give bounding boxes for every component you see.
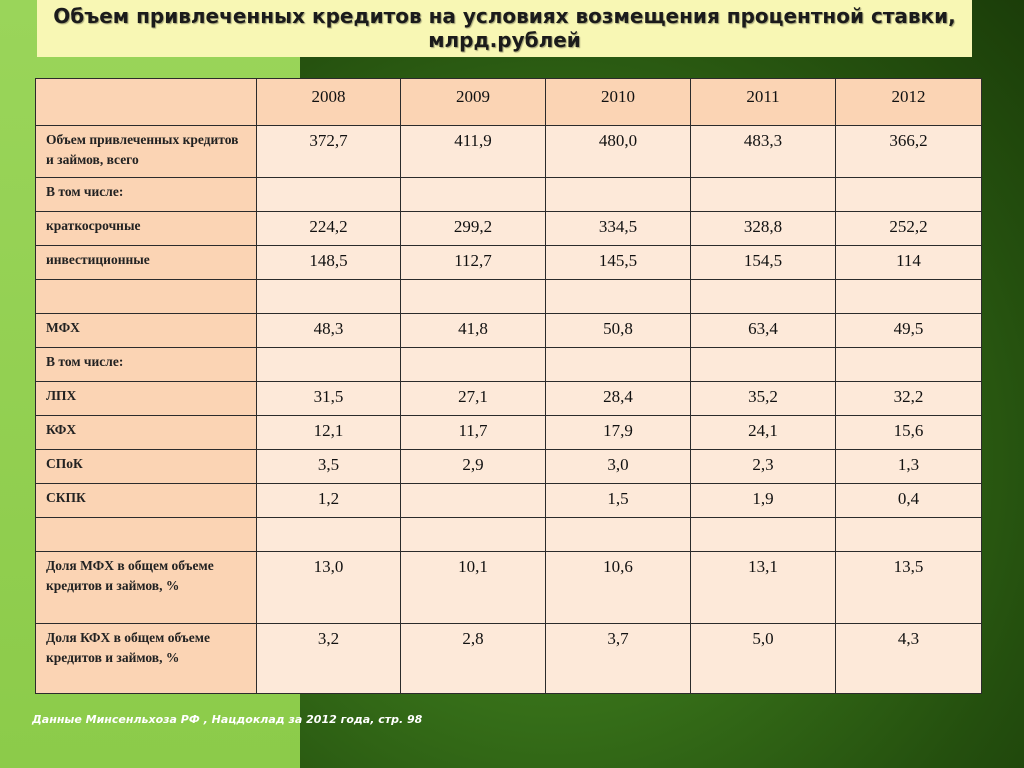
value-cell xyxy=(546,178,691,212)
value-cell: 1,5 xyxy=(546,484,691,518)
value-cell xyxy=(836,518,982,552)
value-cell: 13,0 xyxy=(257,552,401,624)
value-cell xyxy=(257,348,401,382)
value-cell: 13,1 xyxy=(691,552,836,624)
row-label: ЛПХ xyxy=(36,382,257,416)
table-row xyxy=(36,246,982,280)
value-cell: 27,1 xyxy=(401,382,546,416)
value-cell xyxy=(691,178,836,212)
year-header: 2011 xyxy=(691,79,836,126)
row-label: краткосрочные xyxy=(36,212,257,246)
row-label: Доля КФХ в общем объеме кредитов и займов, % xyxy=(36,624,257,694)
value-cell: 328,8 xyxy=(691,212,836,246)
value-cell xyxy=(257,280,401,314)
row-label xyxy=(36,518,257,552)
year-header: 2010 xyxy=(546,79,691,126)
table-row xyxy=(36,450,982,484)
value-cell: 2,8 xyxy=(401,624,546,694)
value-cell: 372,7 xyxy=(257,126,401,178)
value-cell: 17,9 xyxy=(546,416,691,450)
value-cell: 3,5 xyxy=(257,450,401,484)
value-cell: 10,1 xyxy=(401,552,546,624)
table-row xyxy=(36,624,982,694)
value-cell xyxy=(401,280,546,314)
value-cell: 114 xyxy=(836,246,982,280)
value-cell xyxy=(691,518,836,552)
row-label: инвестиционные xyxy=(36,246,257,280)
table-row xyxy=(36,178,982,212)
value-cell: 31,5 xyxy=(257,382,401,416)
row-label: Объем привлеченных кредитов и займов, всего xyxy=(36,126,257,178)
value-cell xyxy=(546,518,691,552)
value-cell: 13,5 xyxy=(836,552,982,624)
table-row xyxy=(36,416,982,450)
value-cell xyxy=(257,178,401,212)
value-cell xyxy=(401,518,546,552)
value-cell: 49,5 xyxy=(836,314,982,348)
value-cell: 112,7 xyxy=(401,246,546,280)
row-label: МФХ xyxy=(36,314,257,348)
value-cell: 41,8 xyxy=(401,314,546,348)
value-cell xyxy=(691,280,836,314)
value-cell xyxy=(836,280,982,314)
year-header: 2012 xyxy=(836,79,982,126)
table-row xyxy=(36,348,982,382)
value-cell: 5,0 xyxy=(691,624,836,694)
value-cell: 15,6 xyxy=(836,416,982,450)
table-row xyxy=(36,382,982,416)
row-label xyxy=(36,280,257,314)
value-cell: 3,2 xyxy=(257,624,401,694)
value-cell: 1,3 xyxy=(836,450,982,484)
row-label: СКПК xyxy=(36,484,257,518)
value-cell: 10,6 xyxy=(546,552,691,624)
value-cell: 1,9 xyxy=(691,484,836,518)
value-cell: 11,7 xyxy=(401,416,546,450)
value-cell xyxy=(546,280,691,314)
row-label: КФХ xyxy=(36,416,257,450)
header-corner-cell xyxy=(36,79,257,126)
value-cell xyxy=(401,178,546,212)
table-header-row xyxy=(36,79,982,126)
value-cell: 35,2 xyxy=(691,382,836,416)
value-cell: 480,0 xyxy=(546,126,691,178)
value-cell: 3,0 xyxy=(546,450,691,484)
value-cell: 32,2 xyxy=(836,382,982,416)
value-cell xyxy=(546,348,691,382)
value-cell: 24,1 xyxy=(691,416,836,450)
row-label: В том числе: xyxy=(36,348,257,382)
row-label: Доля МФХ в общем объеме кредитов и займов, % xyxy=(36,552,257,624)
table-row xyxy=(36,126,982,178)
value-cell: 2,3 xyxy=(691,450,836,484)
slide-title: Объем привлеченных кредитов на условиях возмещения процентной ставки, млрд.рублей xyxy=(37,0,972,57)
value-cell xyxy=(401,484,546,518)
year-header: 2008 xyxy=(257,79,401,126)
value-cell xyxy=(401,348,546,382)
value-cell: 2,9 xyxy=(401,450,546,484)
table-row xyxy=(36,552,982,624)
value-cell: 299,2 xyxy=(401,212,546,246)
table-row xyxy=(36,212,982,246)
source-note: Данные Минсенльхоза РФ , Нацдоклад за 2012 года, стр. 98 xyxy=(32,713,423,726)
value-cell xyxy=(257,518,401,552)
value-cell: 3,7 xyxy=(546,624,691,694)
value-cell: 334,5 xyxy=(546,212,691,246)
value-cell: 148,5 xyxy=(257,246,401,280)
value-cell xyxy=(691,348,836,382)
value-cell: 145,5 xyxy=(546,246,691,280)
value-cell: 48,3 xyxy=(257,314,401,348)
credits-table xyxy=(35,78,982,694)
value-cell: 63,4 xyxy=(691,314,836,348)
table-row xyxy=(36,280,982,314)
value-cell: 366,2 xyxy=(836,126,982,178)
table-row xyxy=(36,484,982,518)
value-cell: 154,5 xyxy=(691,246,836,280)
value-cell: 483,3 xyxy=(691,126,836,178)
year-header: 2009 xyxy=(401,79,546,126)
table-row xyxy=(36,518,982,552)
value-cell xyxy=(836,178,982,212)
value-cell: 12,1 xyxy=(257,416,401,450)
value-cell: 28,4 xyxy=(546,382,691,416)
value-cell: 252,2 xyxy=(836,212,982,246)
value-cell: 4,3 xyxy=(836,624,982,694)
row-label: СПоК xyxy=(36,450,257,484)
value-cell: 224,2 xyxy=(257,212,401,246)
table-row xyxy=(36,314,982,348)
value-cell: 411,9 xyxy=(401,126,546,178)
value-cell: 50,8 xyxy=(546,314,691,348)
row-label: В том числе: xyxy=(36,178,257,212)
value-cell: 0,4 xyxy=(836,484,982,518)
value-cell: 1,2 xyxy=(257,484,401,518)
value-cell xyxy=(836,348,982,382)
